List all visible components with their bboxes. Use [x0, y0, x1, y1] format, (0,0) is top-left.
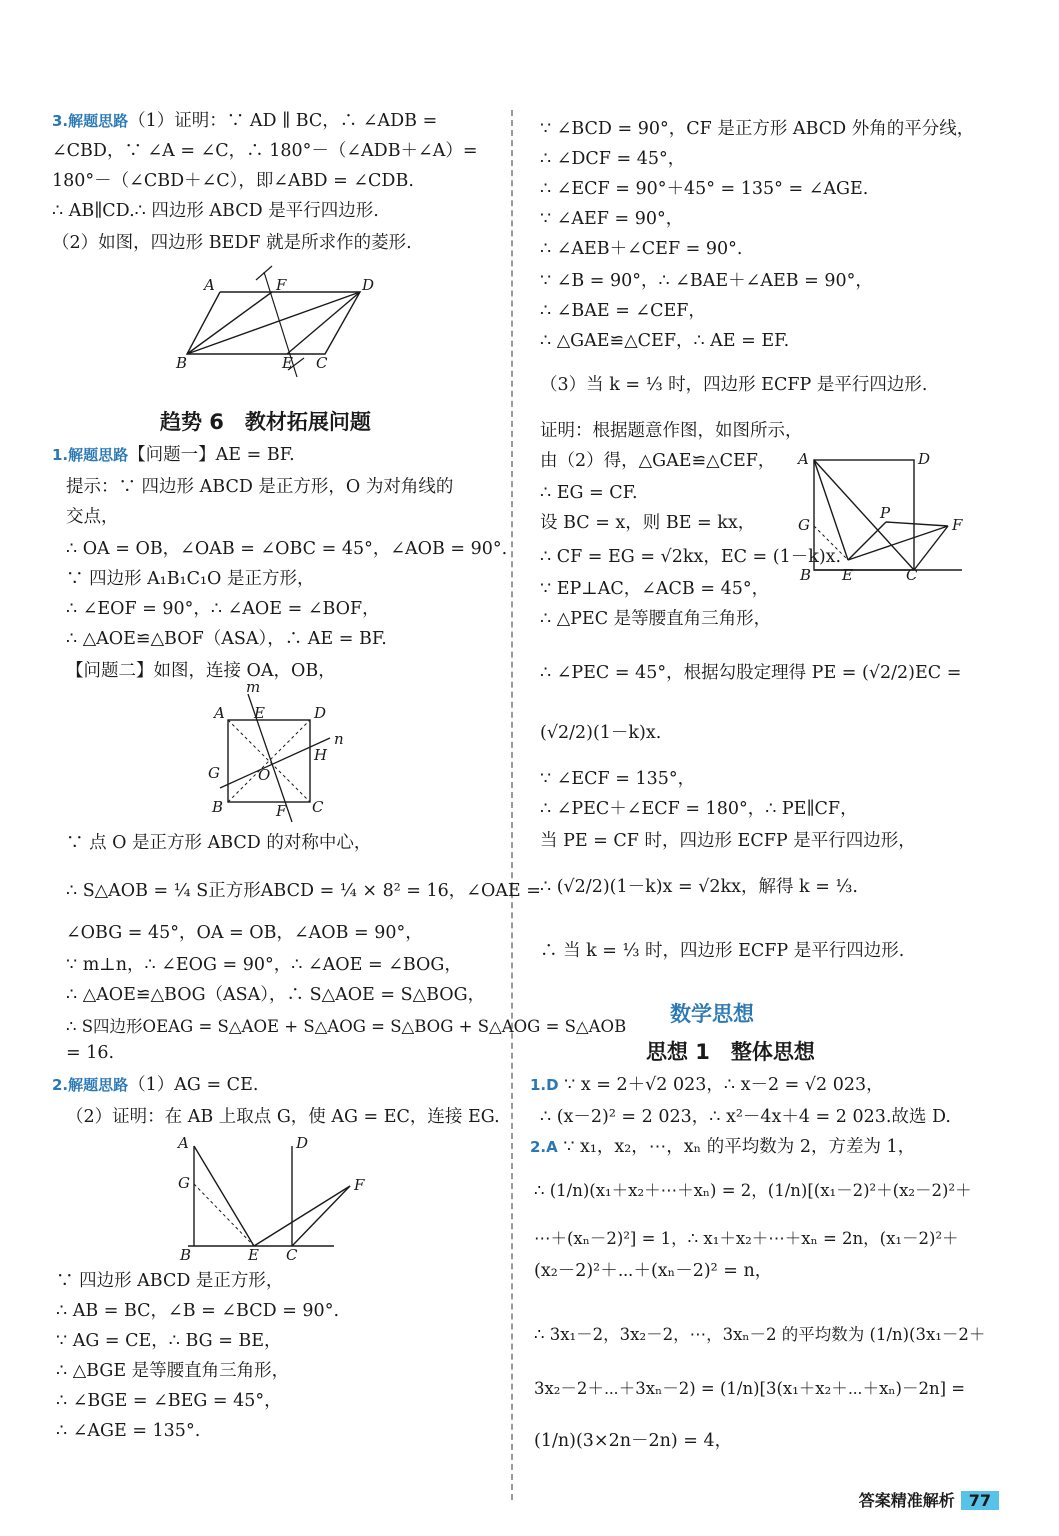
- right-line-6: ∵ ∠B = 90°，∴ ∠BAE＋∠AEB = 90°，: [540, 271, 873, 291]
- right-line-10: 证明：根据题意作图，如图所示，: [540, 421, 803, 441]
- solution-3-line-4: ∴ AB∥CD.∴ 四边形 ABCD 是平行四边形.: [52, 201, 379, 221]
- solution-2-line-1: 2.解题思路（1）AG = CE.: [52, 1075, 259, 1095]
- fig2-label-f: F: [276, 802, 287, 820]
- fig2-label-e: E: [254, 704, 265, 722]
- solution-1-line-5: ∵ 四边形 A₁B₁C₁O 是正方形，: [66, 569, 315, 589]
- fig1-label-a: A: [204, 276, 215, 294]
- fig3-label-b: B: [180, 1246, 192, 1264]
- right-line-5: ∴ ∠AEB＋∠CEF = 90°.: [540, 239, 743, 259]
- solution-2-line-6: ∴ △BGE 是等腰直角三角形，: [56, 1361, 290, 1381]
- right-line-21: 当 PE = CF 时，四边形 ECFP 是平行四边形，: [540, 831, 916, 851]
- fig1-label-b: B: [176, 354, 188, 372]
- solution-3-label: 3.解题思路: [52, 112, 129, 130]
- question-2-line-1: 2.A ∵ x₁，x₂，⋯，xₙ 的平均数为 2，方差为 1，: [530, 1137, 916, 1157]
- figure-square-aef: [174, 1134, 374, 1264]
- solution-1-line-7: ∴ △AOE≌△BOF（ASA），∴ AE = BF.: [66, 629, 387, 649]
- question-2-line-7: (1/n)(3×2n－2n) = 4，: [534, 1431, 733, 1451]
- fig4-label-p: P: [880, 504, 891, 522]
- section-title: 趋势 6 教材拓展问题: [160, 410, 371, 434]
- question-2-line-6: 3x₂－2＋⋯＋3xₙ－2) = (1/n)[3(x₁＋x₂＋⋯＋xₙ)－2n] =: [534, 1379, 966, 1398]
- solution-1-line-12: ∵ m⊥n，∴ ∠EOG = 90°，∴ ∠AOE = ∠BOG，: [66, 955, 462, 975]
- fig1-label-d: D: [362, 276, 375, 294]
- right-line-4: ∵ ∠AEF = 90°，: [540, 209, 684, 229]
- right-line-17: ∴ ∠PEC = 45°，根据勾股定理得 PE = (√2/2)EC =: [540, 663, 962, 683]
- solution-1-line-1: 1.解题思路【问题一】AE = BF.: [52, 445, 295, 465]
- question-2-line-2: ∴ (1/n)(x₁＋x₂＋⋯＋xₙ) = 2，(1/n)[(x₁－2)²＋(x₂－2)²＋: [534, 1181, 972, 1200]
- question-1-line-2: ∴ (x－2)² = 2 023，∴ x²－4x＋4 = 2 023.故选 D.: [540, 1107, 951, 1127]
- fig4-label-f: F: [952, 516, 963, 534]
- question-2-line-3: ⋯＋(xₙ－2)²] = 1，∴ x₁＋x₂＋⋯＋xₙ = 2n，(x₁－2)²＋: [534, 1229, 959, 1248]
- right-line-13: 设 BC = x，则 BE = kx，: [540, 513, 756, 533]
- solution-1-line-2: 提示：∵ 四边形 ABCD 是正方形，O 为对角线的: [66, 477, 454, 497]
- fig2-label-m: m: [246, 678, 261, 696]
- solution-2-label: 2.解题思路: [52, 1076, 129, 1094]
- right-line-12: ∴ EG = CF.: [540, 483, 638, 503]
- figure-rhombus: [176, 262, 432, 382]
- solution-3-line-5: （2）如图，四边形 BEDF 就是所求作的菱形.: [52, 233, 412, 253]
- fig3-label-g: G: [178, 1174, 190, 1192]
- solution-3-line-2: ∠CBD，∵ ∠A = ∠C，∴ 180°－（∠ADB＋∠A）=: [52, 141, 478, 161]
- right-line-23: ∴ 当 k = ⅓ 时，四边形 ECFP 是平行四边形.: [540, 941, 905, 961]
- right-line-16: ∴ △PEC 是等腰直角三角形，: [540, 609, 772, 629]
- fig1-label-e: E: [282, 354, 293, 372]
- fig3-label-e: E: [248, 1246, 259, 1264]
- fig3-label-f: F: [354, 1176, 365, 1194]
- solution-3-line-1: 3.解题思路（1）证明：∵ AD ∥ BC，∴ ∠ADB =: [52, 111, 438, 131]
- solution-1-line-4: ∴ OA = OB，∠OAB = ∠OBC = 45°，∠AOB = 90°.: [66, 539, 508, 559]
- right-line-20: ∴ ∠PEC＋∠ECF = 180°，∴ PE∥CF，: [540, 799, 858, 819]
- column-divider: [511, 110, 513, 1500]
- solution-1-line-6: ∴ ∠EOF = 90°，∴ ∠AOE = ∠BOF，: [66, 599, 380, 619]
- fig2-label-b: B: [212, 798, 224, 816]
- solution-1-line-14: ∴ S四边形OEAG = S△AOE + S△AOG = S△BOG + S△AOG = S△AOB: [66, 1017, 627, 1036]
- question-1-line-1: 1.D ∵ x = 2＋√2 023，∴ x－2 = √2 023，: [530, 1075, 884, 1095]
- right-line-15: ∵ EP⊥AC，∠ACB = 45°，: [540, 579, 770, 599]
- fig3-label-d: D: [296, 1134, 309, 1152]
- question-2-line-4: (x₂－2)²＋⋯＋(xₙ－2)² = n，: [534, 1261, 773, 1281]
- fig1-label-f: F: [276, 276, 287, 294]
- fig4-label-g: G: [798, 516, 810, 534]
- solution-1-line-13: ∴ △AOE≌△BOG（ASA），∴ S△AOE = S△BOG，: [66, 985, 486, 1005]
- solution-1-label: 1.解题思路: [52, 446, 129, 464]
- right-line-19: ∵ ∠ECF = 135°，: [540, 769, 696, 789]
- fig4-label-b: B: [800, 566, 812, 584]
- solution-2-line-4: ∴ AB = BC，∠B = ∠BCD = 90°.: [56, 1301, 340, 1321]
- right-line-14: ∴ CF = EG = √2kx，EC = (1－k)x.: [540, 547, 842, 567]
- right-line-22: ∴ (√2/2)(1－k)x = √2kx，解得 k = ⅓.: [540, 877, 858, 897]
- right-line-8: ∴ △GAE≌△CEF，∴ AE = EF.: [540, 331, 790, 351]
- fig2-label-d: D: [314, 704, 327, 722]
- fig3-label-c: C: [286, 1246, 298, 1264]
- fig2-label-h: H: [314, 746, 328, 764]
- solution-1-line-8: 【问题二】如图，连接 OA，OB，: [66, 661, 336, 681]
- fig4-label-c: C: [906, 566, 918, 584]
- figure-square-ecfp: [794, 448, 970, 582]
- question-1-label: 1.D: [530, 1076, 559, 1094]
- fig3-label-a: A: [178, 1134, 189, 1152]
- heading-idea-1: 思想 1 整体思想: [646, 1040, 815, 1064]
- fig2-label-c: C: [312, 798, 324, 816]
- fig4-label-e: E: [842, 566, 853, 584]
- right-line-9: （3）当 k = ⅓ 时，四边形 ECFP 是平行四边形.: [540, 375, 928, 395]
- right-line-18: (√2/2)(1－k)x.: [540, 723, 662, 743]
- solution-1-line-3: 交点，: [66, 507, 119, 527]
- fig2-label-g: G: [208, 764, 220, 782]
- heading-math-thinking: 数学思想: [670, 1002, 754, 1026]
- page-footer: [859, 1488, 999, 1511]
- fig4-label-a: A: [798, 450, 809, 468]
- fig2-label-o: O: [258, 766, 271, 784]
- fig2-label-a: A: [214, 704, 225, 722]
- footer-title: 答案精准解析: [858, 1491, 955, 1510]
- page-number: 77: [961, 1491, 999, 1510]
- solution-2-line-7: ∴ ∠BGE = ∠BEG = 45°，: [56, 1391, 282, 1411]
- solution-2-line-8: ∴ ∠AGE = 135°.: [56, 1421, 201, 1441]
- solution-3-line-3: 180°－（∠CBD＋∠C），即∠ABD = ∠CDB.: [52, 171, 414, 191]
- question-2-line-5: ∴ 3x₁－2，3x₂－2，⋯，3xₙ－2 的平均数为 (1/n)(3x₁－2＋: [534, 1325, 986, 1344]
- solution-1-line-11: ∠OBG = 45°，OA = OB，∠AOB = 90°，: [66, 923, 423, 943]
- right-line-3: ∴ ∠ECF = 90°＋45° = 135° = ∠AGE.: [540, 179, 869, 199]
- question-2-label: 2.A: [530, 1138, 558, 1156]
- right-line-1: ∵ ∠BCD = 90°，CF 是正方形 ABCD 外角的平分线，: [540, 119, 975, 139]
- solution-2-line-5: ∵ AG = CE，∴ BG = BE，: [56, 1331, 282, 1351]
- solution-2-line-2: （2）证明：在 AB 上取点 G，使 AG = EC，连接 EG.: [66, 1107, 500, 1127]
- fig2-label-n: n: [334, 730, 344, 748]
- solution-1-line-9: ∵ 点 O 是正方形 ABCD 的对称中心，: [66, 833, 372, 853]
- right-line-7: ∴ ∠BAE = ∠CEF，: [540, 301, 706, 321]
- figure-square-perpendicular-lines: [202, 678, 362, 826]
- solution-2-line-3: ∵ 四边形 ABCD 是正方形，: [56, 1271, 284, 1291]
- solution-1-line-10: ∴ S△AOB = ¼ S正方形ABCD = ¼ × 8² = 16，∠OAE =: [66, 881, 541, 901]
- right-line-2: ∴ ∠DCF = 45°，: [540, 149, 686, 169]
- solution-1-line-15: = 16.: [66, 1043, 115, 1063]
- right-line-11: 由（2）得，△GAE≌△CEF，: [540, 451, 776, 471]
- fig1-label-c: C: [316, 354, 328, 372]
- fig4-label-d: D: [918, 450, 931, 468]
